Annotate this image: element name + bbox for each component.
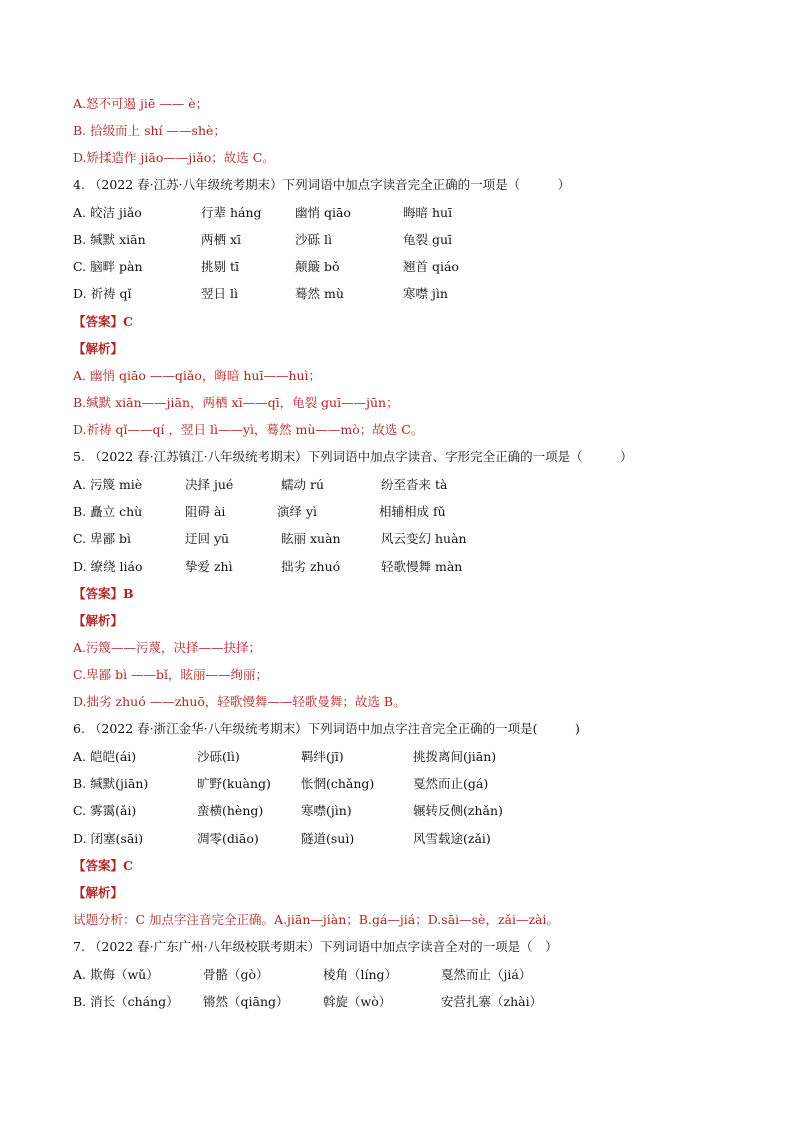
q4-b-4: 龟裂 guī (403, 232, 453, 247)
q4-option-a (73, 205, 733, 221)
q6-c-3: 寒噤(jìn) (301, 803, 352, 818)
q6-stem: 6. （2022 春·浙江金华·八年级统考期末）下列词语中加点字注音完全正确的一项是( ) (73, 721, 580, 736)
q6-analysis-line-1: 试题分析：C 加点字注音完全正确。A.jiān—jiàn；B.gá—jiá；D.sāi—sè，zǎi—zài。 (73, 912, 560, 927)
q7-a-2: 骨骼（gò） (203, 967, 269, 982)
q5-analysis-label: 【解析】 (73, 613, 124, 628)
q4-c-4: 翘首 qiáo (403, 259, 459, 274)
q4-analysis-line-3: D.祈祷 qǐ——qí ，翌日 lì——yì，蓦然 mù——mò；故选 C。 (73, 422, 424, 437)
q7-option-b (73, 994, 733, 1010)
explain-line-a: A.怒不可遏 jiē —— è； (73, 96, 209, 111)
q7-a-3: 棱角（líng） (323, 967, 398, 982)
q5-b-1: B. 矗立 chù (73, 504, 143, 519)
q5-d-4: 轻歌慢舞 màn (381, 559, 463, 574)
q4-a-4: 晦暗 huī (403, 205, 453, 220)
q4-d-2: 翌日 lì (201, 286, 238, 301)
q6-a-2: 沙砾(lì) (197, 749, 240, 764)
q6-a-3: 羁绊(jī) (301, 749, 344, 764)
q5-c-3: 眩丽 xuàn (281, 531, 341, 546)
q7-b-3: 斡旋（wò） (323, 994, 392, 1009)
q5-answer: 【答案】B (73, 586, 134, 601)
q6-b-3: 怅惘(chǎng) (301, 776, 375, 791)
q4-analysis-line-1: A. 幽悄 qiāo ——qiǎo，晦暗 huī——huì； (73, 368, 322, 383)
q4-c-3: 颠簸 bǒ (295, 259, 340, 274)
explain-line-d: D.矫揉造作 jiāo——jiǎo；故选 C。 (73, 150, 275, 165)
q5-b-3: 演绎 yì (277, 504, 318, 519)
q4-d-1: D. 祈祷 qǐ (73, 286, 132, 301)
q5-a-2: 决择 jué (185, 477, 234, 492)
q6-d-4: 风雪载途(zǎi) (413, 831, 491, 846)
q4-a-2: 行辈 háng (201, 205, 262, 220)
q5-analysis-line-2: C.卑鄙 bì ——bǐ，眩丽——绚丽； (73, 667, 269, 682)
q5-a-1: A. 污篾 miè (73, 477, 143, 492)
q5-c-4: 风云变幻 huàn (381, 531, 467, 546)
q6-option-d (73, 831, 733, 847)
q5-d-3: 拙劣 zhuó (281, 559, 341, 574)
q6-b-1: B. 缄默(jiān) (73, 776, 149, 791)
q5-stem: 5. （2022 春·江苏镇江·八年级统考期末）下列词语中加点字读音、字形完全正确的一项是（ ） (73, 449, 633, 464)
q6-c-4: 辗转反侧(zhǎn) (413, 803, 503, 818)
q5-option-c (73, 531, 733, 547)
q7-option-a (73, 967, 733, 983)
q7-a-1: A. 欺侮（wǔ） (73, 967, 159, 982)
q5-d-1: D. 缭绕 liáo (73, 559, 143, 574)
q4-c-2: 挑剔 tī (201, 259, 239, 274)
q6-d-3: 隧道(suì) (301, 831, 355, 846)
q4-option-d (73, 286, 733, 302)
q5-option-a (73, 477, 733, 493)
q4-b-1: B. 缄默 xiān (73, 232, 146, 247)
q6-a-4: 挑拨离间(jiān) (413, 749, 497, 764)
q6-c-1: C. 雾霭(ǎi) (73, 803, 137, 818)
q6-b-2: 旷野(kuàng) (197, 776, 271, 791)
q5-a-4: 纷至沓来 tà (381, 477, 448, 492)
q4-d-4: 寒噤 jìn (403, 286, 448, 301)
q5-d-2: 挚爱 zhì (185, 559, 233, 574)
q5-c-2: 迂回 yū (185, 531, 230, 546)
q4-option-c (73, 259, 733, 275)
q5-a-3: 蠕动 rú (281, 477, 324, 492)
q4-stem: 4. （2022 春·江苏·八年级统考期末）下列词语中加点字读音完全正确的一项是（ ） (73, 177, 571, 192)
explain-line-b: B. 拾级而上 shí ——shè； (73, 123, 226, 138)
q6-b-4: 戛然而止(gá) (413, 776, 489, 791)
q5-analysis-line-1: A.污篾——污蔑，决择——抉择； (73, 640, 262, 655)
q4-b-2: 两栖 xī (201, 232, 242, 247)
q7-b-2: 锵然（qiāng） (203, 994, 289, 1009)
q5-b-4: 相辅相成 fǔ (379, 504, 446, 519)
q5-option-d (73, 559, 733, 575)
q4-d-3: 蓦然 mù (295, 286, 344, 301)
q4-option-b (73, 232, 733, 248)
q5-c-1: C. 卑鄙 bì (73, 531, 132, 546)
q6-d-2: 凋零(diāo) (197, 831, 259, 846)
q6-analysis-label: 【解析】 (73, 885, 124, 900)
q5-option-b (73, 504, 733, 520)
q6-a-1: A. 皑皑(ái) (73, 749, 137, 764)
q4-c-1: C. 脑畔 pàn (73, 259, 143, 274)
q6-c-2: 蛮横(hèng) (197, 803, 264, 818)
q4-b-3: 沙砾 lì (295, 232, 332, 247)
q7-b-4: 安营扎寨（zhài） (441, 994, 543, 1009)
q4-a-3: 幽悄 qiāo (295, 205, 351, 220)
q4-analysis-line-2: B.缄默 xiān——jiān，两栖 xī——qī，龟裂 guī——jūn； (73, 395, 399, 410)
q7-b-1: B. 消长（cháng） (73, 994, 179, 1009)
q6-option-a (73, 749, 733, 765)
q5-analysis-line-3: D.拙劣 zhuó ——zhuō，轻歌慢舞——轻歌曼舞；故选 B。 (73, 694, 406, 709)
q5-b-2: 阻碍 ài (185, 504, 226, 519)
q6-d-1: D. 闭塞(sāi) (73, 831, 144, 846)
q4-answer: 【答案】C (73, 314, 133, 329)
q4-analysis-label: 【解析】 (73, 341, 124, 356)
q6-option-b (73, 776, 733, 792)
q7-stem: 7. （2022 春·广东广州·八年级校联考期末）下列词语中加点字读音全对的一项是（ ） (73, 939, 558, 954)
q6-answer: 【答案】C (73, 858, 133, 873)
q4-a-1: A. 皎洁 jiǎo (73, 205, 142, 220)
q6-option-c (73, 803, 733, 819)
q7-a-4: 戛然而止（jiá） (441, 967, 532, 982)
